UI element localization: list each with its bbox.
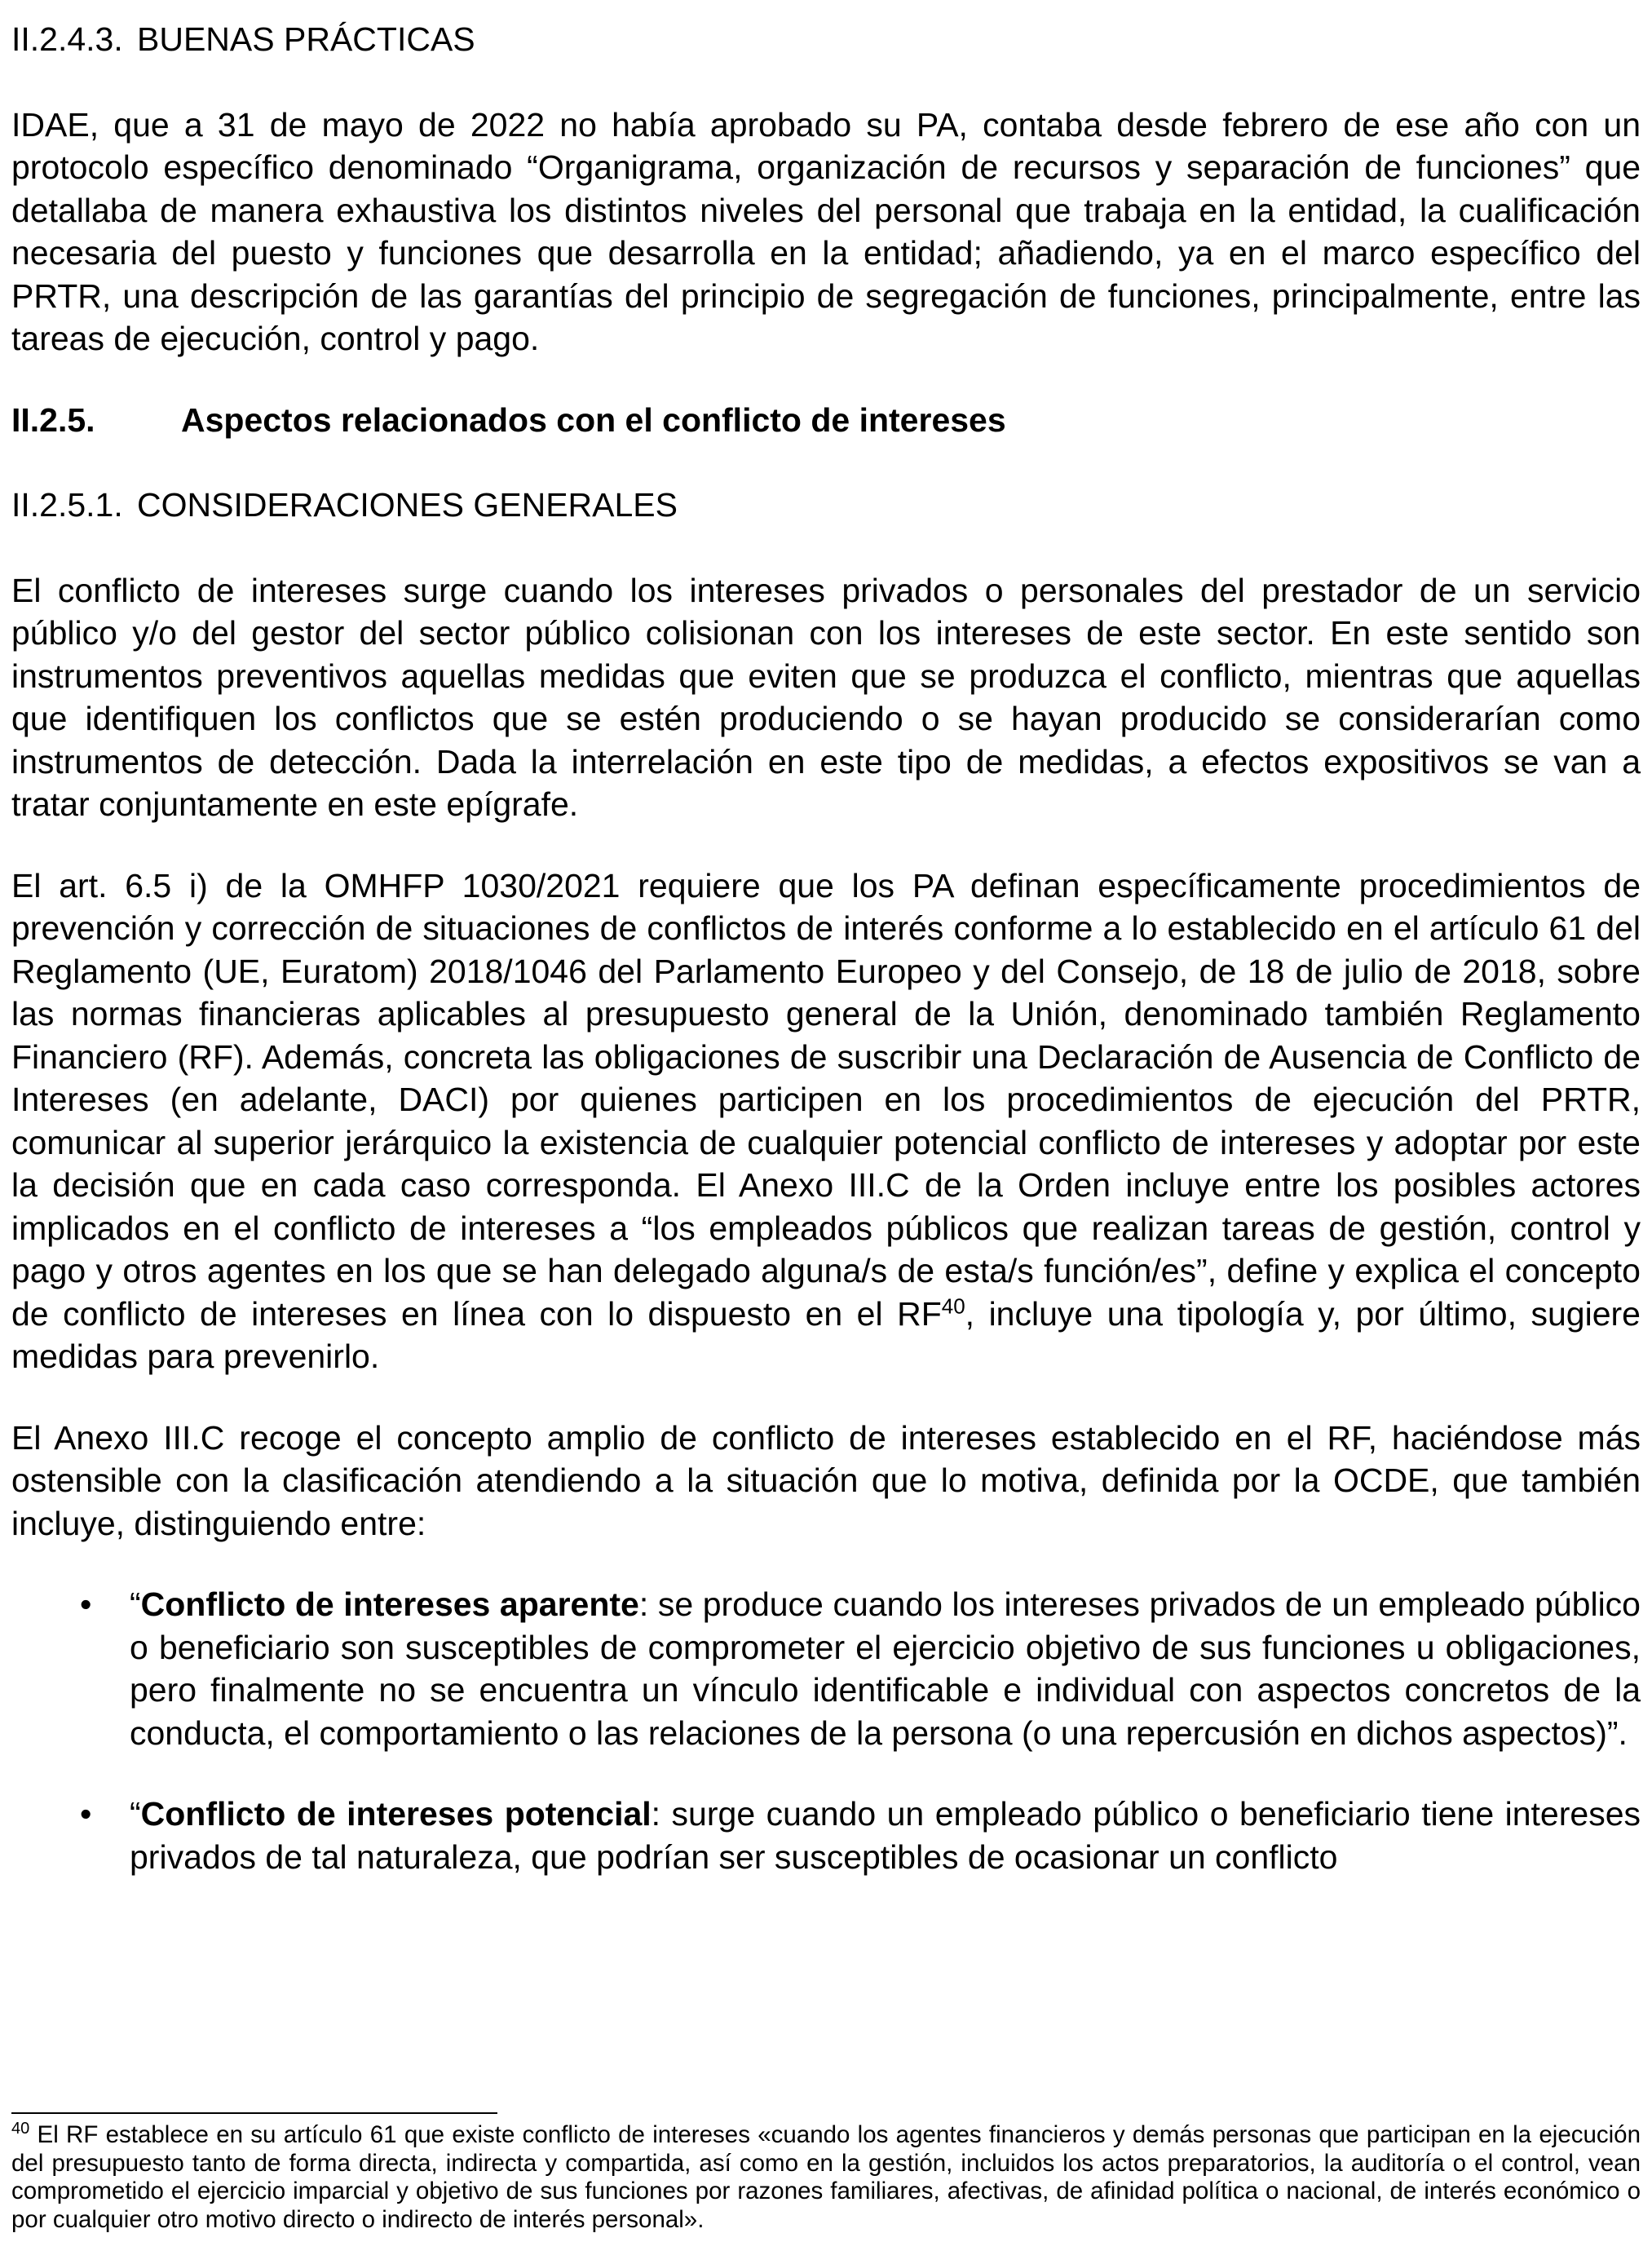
section-number: II.2.4.3.	[11, 20, 123, 58]
footnote-number: 40	[11, 2120, 30, 2138]
section-heading-buenas-practicas	[11, 18, 1641, 61]
document-page	[11, 18, 1641, 1878]
paragraph-idae: IDAE, que a 31 de mayo de 2022 no había aprobado su PA, contaba desde febrero de ese año con un protocolo específico denominado “Organigrama, organización de recursos y separación de funciones” que detallaba de manera exhaustiva los distintos niveles del personal que trabaja en la entidad, la cualificación necesaria del puesto y funciones que desarrolla en la entidad; añadiendo, ya en el marco específico del PRTR, una descripción de las garantías del principio de segregación de funciones, principalmente, entre las tareas de ejecución, control y pago.	[11, 105, 1641, 357]
list-item-term: Conflicto de intereses potencial	[140, 1795, 652, 1833]
list-item-text: : se produce cuando los intereses privados de un empleado público o beneficiario son susceptibles de comprometer el ejercicio objetivo de sus funciones u obligaciones, pero finalmente no se encuentra un vínculo identificable e individual con aspectos concretos de la conducta, el comportamiento o las relaciones de la persona (o una repercusión en dichos aspectos)”.	[130, 1585, 1641, 1752]
list-item-open-quote: “	[130, 1795, 141, 1833]
section-title: CONSIDERACIONES GENERALES	[137, 486, 678, 524]
section-title: BUENAS PRÁCTICAS	[137, 20, 475, 58]
section-number: II.2.5.1.	[11, 486, 123, 524]
bullet-icon: •	[80, 1585, 92, 1623]
section-heading-consideraciones	[11, 484, 1641, 527]
section-heading-conflicto-intereses	[11, 399, 1641, 442]
list-item-conflicto-potencial	[11, 1793, 1641, 1878]
footnote-reference[interactable]: 40	[941, 1293, 965, 1318]
section-title: Aspectos relacionados con el conflicto de intereses	[181, 400, 1006, 439]
footnote-40	[11, 2121, 1641, 2234]
bullet-list-conflict-types	[11, 1583, 1641, 1878]
paragraph-anexo-clasificacion: El Anexo III.C recoge el concepto amplio de conflicto de intereses establecido en el RF, haciéndose más ostensible con la clasificación atendiendo a la situación que lo motiva, definida por la OCDE, que también incluye, distinguiendo entre:	[11, 1418, 1641, 1542]
paragraph-text-tail: , incluye una tipología y, por último, sugiere medidas para prevenirlo.	[11, 1294, 1641, 1375]
list-item-term: Conflicto de intereses aparente	[140, 1585, 639, 1623]
list-item-text: : surge cuando un empleado público o beneficiario tiene intereses privados de tal naturaleza, que podrían ser susceptibles de ocasionar un conflicto	[130, 1795, 1641, 1876]
paragraph-text: El art. 6.5 i) de la OMHFP 1030/2021 requiere que los PA definan específicamente procedimientos de prevención y corrección de situaciones de conflictos de interés conforme a lo establecido en el artículo 61 del Reglamento (UE, Euratom) 2018/1046 del Parlamento Europeo y del Consejo, de 18 de julio de 2018, sobre las normas financieras aplicables al presupuesto general de la Unión, denominado también Reglamento Financiero (RF). Además, concreta las obligaciones de suscribir una Declaración de Ausencia de Conflicto de Intereses (en adelante, DACI) por quienes participen en los procedimientos de ejecución del PRTR, comunicar al superior jerárquico la existencia de cualquier potencial conflicto de intereses y adoptar por este la decisión que en cada caso corresponda. El Anexo III.C de la Orden incluye entre los posibles actores implicados en el conflicto de intereses a “los empleados públicos que realizan tareas de gestión, control y pago y otros agentes en los que se han delegado alguna/s de esta/s función/es”, define y explica el concepto de conflicto de intereses en línea con lo dispuesto en el RF	[11, 866, 1641, 1333]
section-number: II.2.5.	[11, 400, 95, 439]
paragraph-omhfp-requisitos	[11, 864, 1641, 1378]
footnote-text: El RF establece en su artículo 61 que existe conflicto de intereses «cuando los agentes financieros y demás personas que participan en la ejecución del presupuesto tanto de forma directa, indirecta y compartida, así como en la gestión, incluidos los actos preparatorios, la auditoría o el control, vean comprometido el ejercicio imparcial y objetivo de sus funciones por razones familiares, afectivas, de afinidad política o nacional, de interés económico o por cualquier otro motivo directo o indirecto de interés personal».	[11, 2121, 1641, 2233]
paragraph-conflicto-definicion: El conflicto de intereses surge cuando los intereses privados o personales del prestador de un servicio público y/o del gestor del sector público colisionan con los intereses de este sector. En este sentido son instrumentos preventivos aquellas medidas que eviten que se produzca el conflicto, mientras que aquellas que identifiquen los conflictos que se estén produciendo o se hayan producido se considerarían como instrumentos de detección. Dada la interrelación en este tipo de medidas, a efectos expositivos se van a tratar conjuntamente en este epígrafe.	[11, 571, 1641, 823]
list-item-conflicto-aparente	[11, 1583, 1641, 1754]
bullet-icon: •	[80, 1795, 92, 1833]
list-item-open-quote: “	[130, 1585, 141, 1623]
footnote-separator	[11, 2112, 497, 2114]
